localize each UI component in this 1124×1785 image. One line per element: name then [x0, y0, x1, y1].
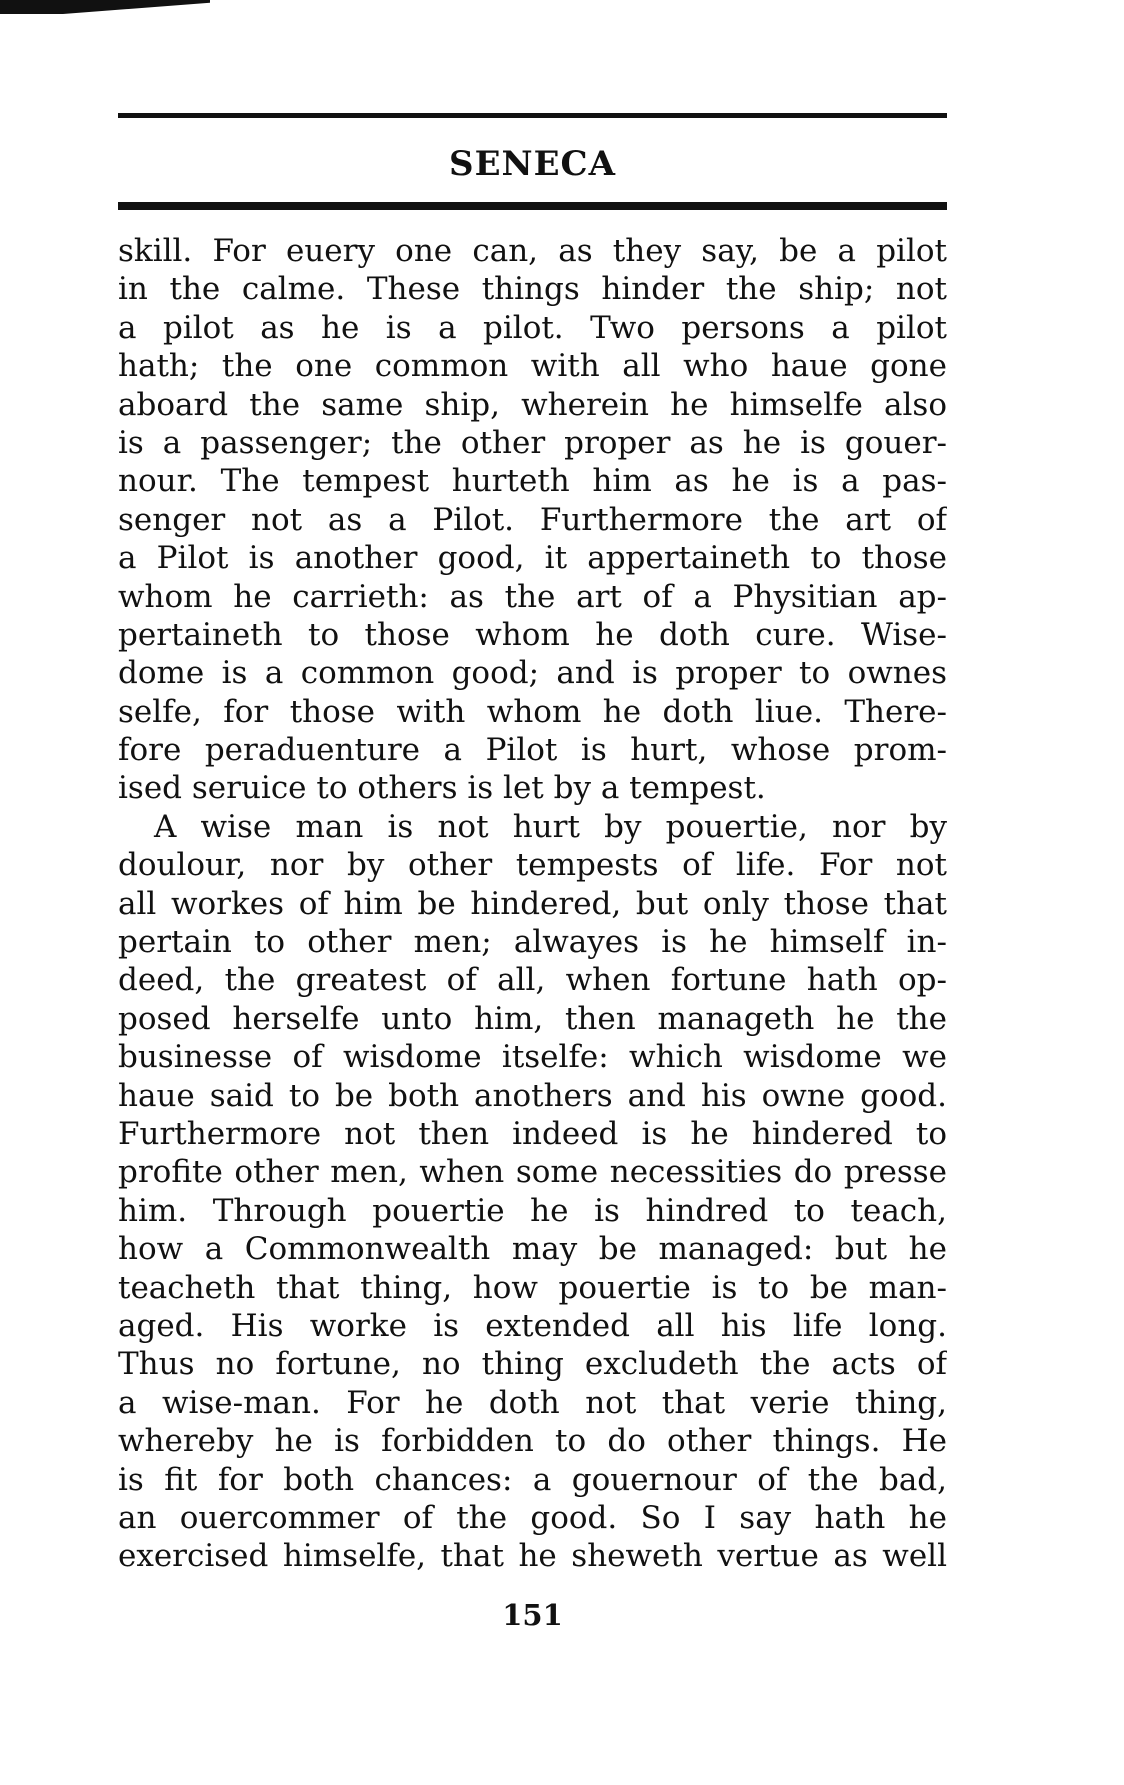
text-line: pertaineth to those whom he doth cure. Wise- — [118, 616, 947, 653]
text-line: A wise man is not hurt by pouertie, nor by — [154, 808, 947, 845]
text-line: is fit for both chances: a gouernour of the bad, — [118, 1461, 947, 1498]
text-line: a Pilot is another good, it appertaineth to those — [118, 540, 947, 577]
text-line: aged. His worke is extended all his life long. — [118, 1307, 947, 1344]
text-line: nour. The tempest hurteth him as he is a pas- — [118, 463, 947, 500]
text-line: dome is a common good; and is proper to ownes — [118, 655, 947, 692]
text-line: is a passenger; the other proper as he is gouer- — [118, 424, 947, 461]
text-line: skill. For euery one can, as they say, be a pilot — [118, 233, 947, 269]
text-line: whereby he is forbidden to do other things. He — [118, 1423, 947, 1460]
text-line: all workes of him be hindered, but only those that — [118, 885, 947, 922]
text-line: ised seruice to others is let by a tempest. — [118, 770, 766, 807]
text-line: pertain to other men; alwayes is he himself in- — [118, 924, 947, 961]
text-line: senger not as a Pilot. Furthermore the art of — [118, 501, 947, 538]
header-rule — [118, 202, 947, 210]
text-line: exercised himselfe, that he sheweth vertue as well — [118, 1538, 947, 1575]
text-line: teacheth that thing, how pouertie is to be man- — [118, 1269, 947, 1306]
page-number: 151 — [502, 1598, 563, 1632]
running-head: SENECA — [449, 144, 616, 184]
text-line: a wise-man. For he doth not that verie thing, — [118, 1384, 947, 1421]
paragraph — [118, 808, 947, 1576]
text-line: Furthermore not then indeed is he hindered to — [118, 1115, 947, 1152]
top-rule — [118, 113, 947, 118]
text-line: hath; the one common with all who haue gone — [118, 348, 947, 385]
text-line: an ouercommer of the good. So I say hath he — [118, 1499, 947, 1536]
text-line: how a Commonwealth may be managed: but he — [118, 1231, 947, 1268]
text-line: a pilot as he is a pilot. Two persons a pilot — [118, 309, 947, 346]
text-line: whom he carrieth: as the art of a Physitian ap- — [118, 578, 947, 615]
scan-edge-mark — [0, 0, 210, 14]
text-line: doulour, nor by other tempests of life. For not — [118, 847, 947, 884]
text-line: haue said to be both anothers and his owne good. — [118, 1077, 947, 1114]
text-line: Thus no fortune, no thing excludeth the acts of — [118, 1346, 947, 1383]
text-line: fore peraduenture a Pilot is hurt, whose prom- — [118, 732, 947, 769]
text-line: selfe, for those with whom he doth liue. There- — [118, 693, 947, 730]
body-text — [118, 232, 947, 1576]
paragraph — [118, 232, 947, 808]
text-line: in the calme. These things hinder the ship; not — [118, 271, 947, 308]
text-line: posed herselfe unto him, then manageth he the — [118, 1000, 947, 1037]
text-line: businesse of wisdome itselfe: which wisdome we — [118, 1039, 947, 1076]
text-line: him. Through pouertie he is hindred to teach, — [118, 1192, 947, 1229]
text-line: aboard the same ship, wherein he himselfe also — [118, 386, 947, 423]
text-line: profite other men, when some necessities do presse — [118, 1154, 947, 1191]
text-line: deed, the greatest of all, when fortune hath op- — [118, 962, 947, 999]
